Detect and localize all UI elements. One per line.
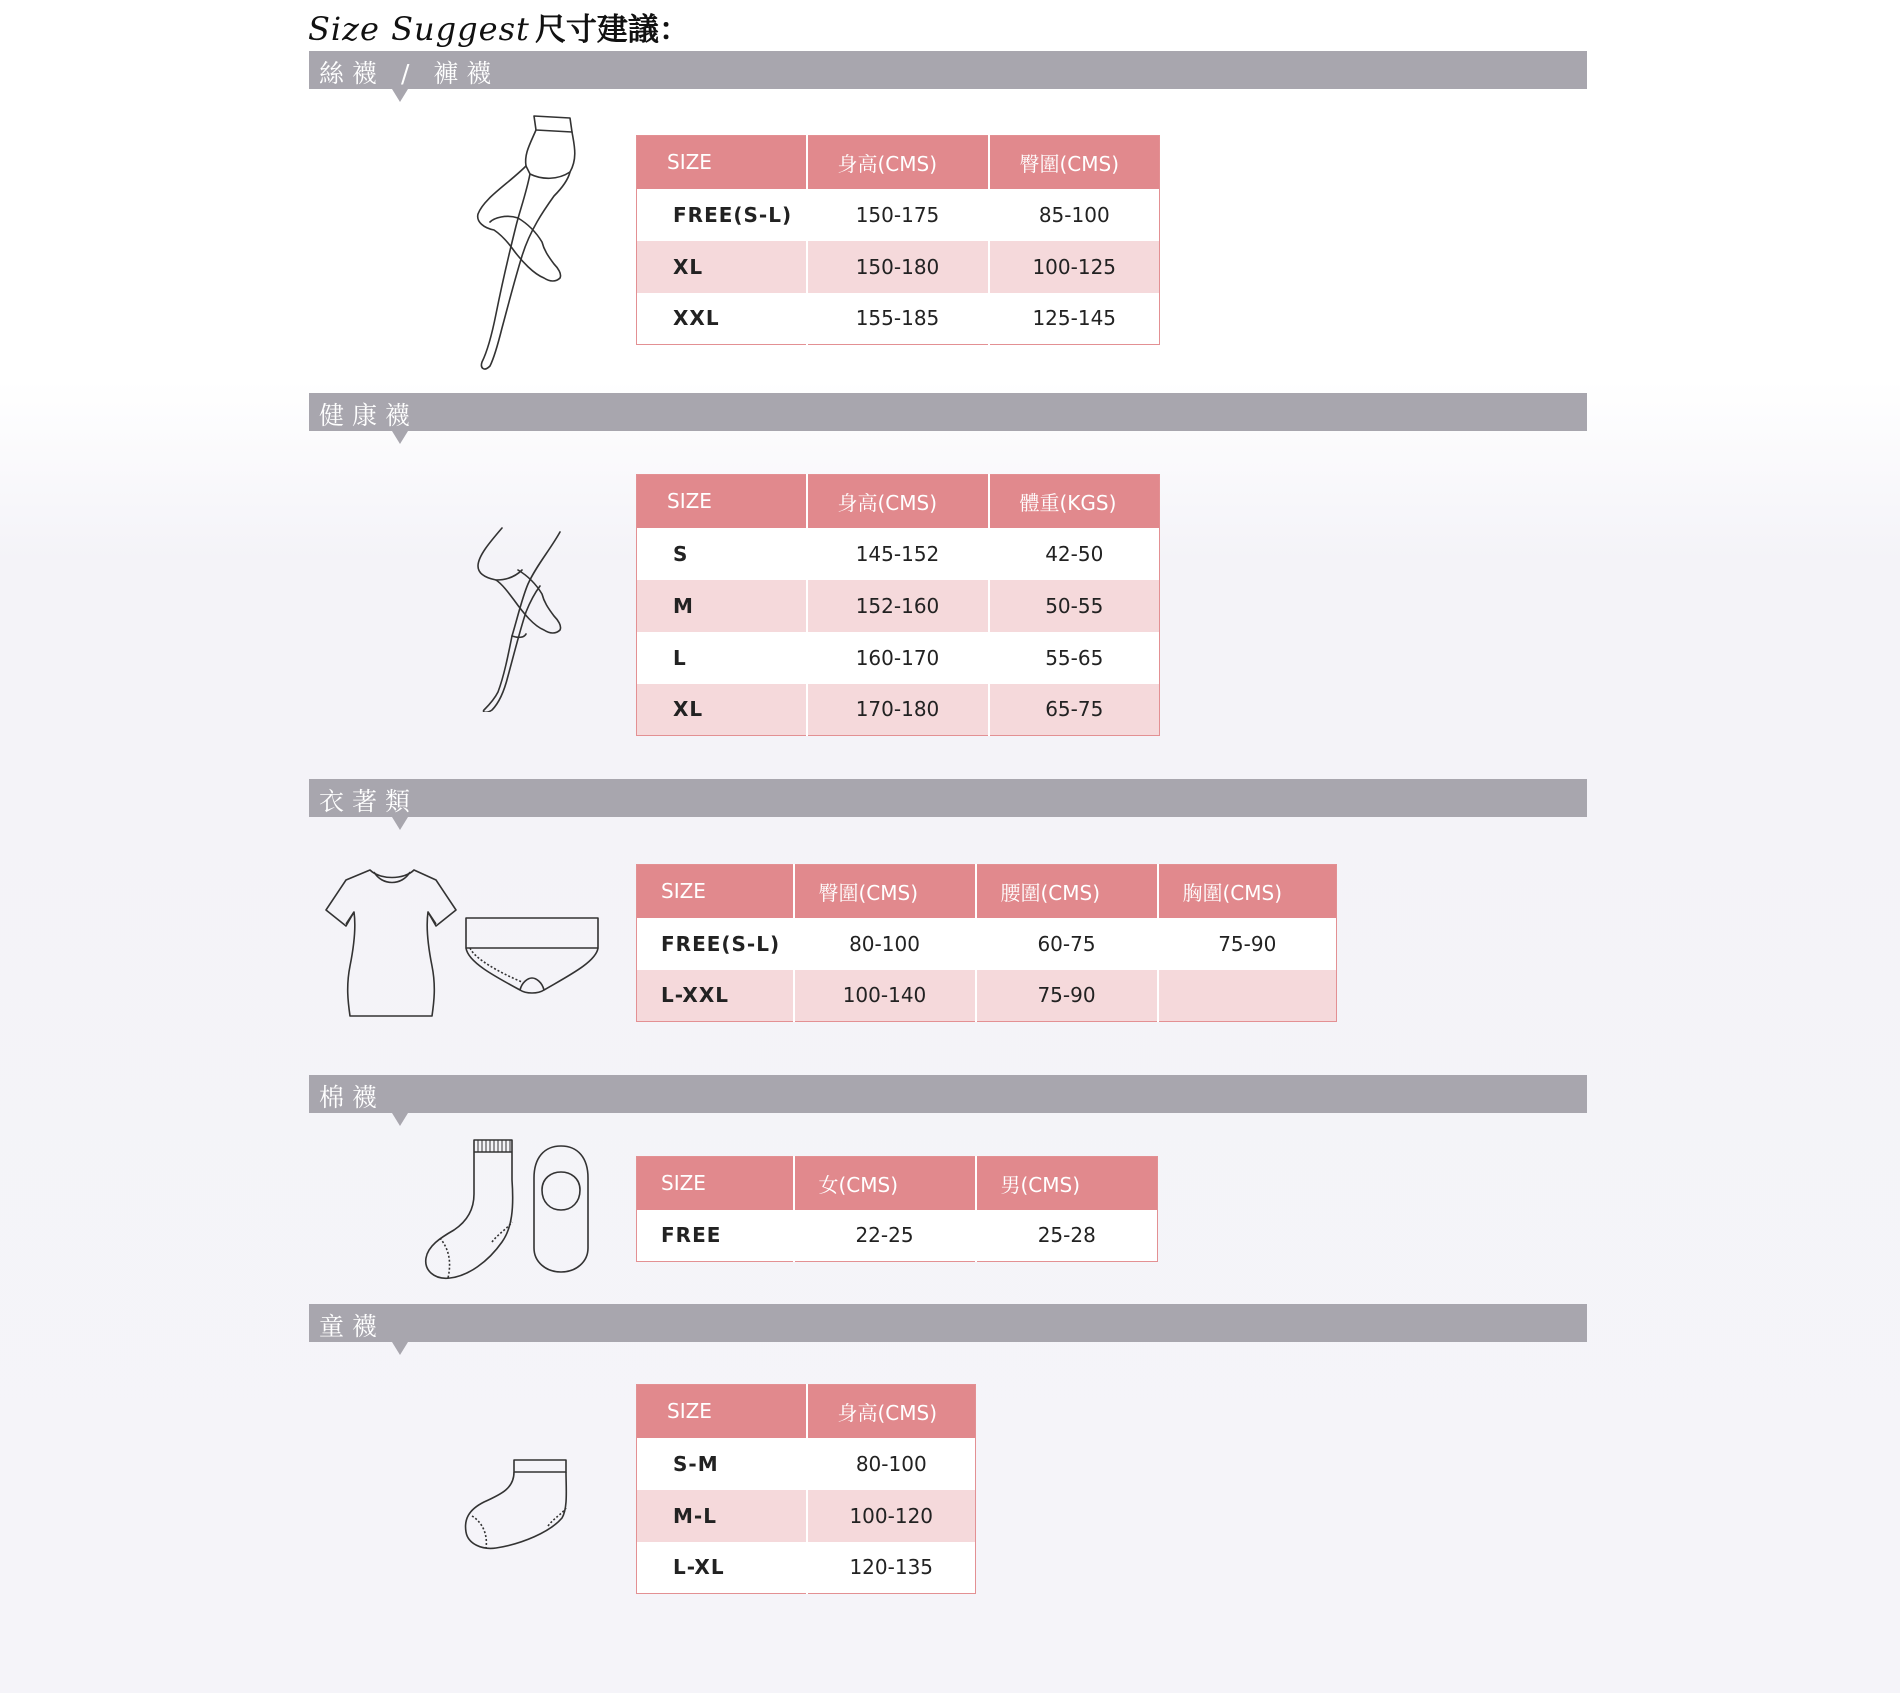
table-row xyxy=(637,1542,976,1594)
cell-size: S-M xyxy=(637,1438,807,1490)
section-pointer xyxy=(392,89,408,102)
cell-height: 152-160 xyxy=(807,580,989,632)
cell-waist: 75-90 xyxy=(976,970,1158,1022)
cell-height: 155-185 xyxy=(807,293,989,345)
table-header-row xyxy=(637,865,1337,918)
table-header-row xyxy=(637,1157,1158,1210)
size-table-apparel xyxy=(636,864,1337,1022)
table-header-row xyxy=(637,136,1160,189)
crew-sock-icon xyxy=(422,1138,522,1280)
table-row xyxy=(637,189,1160,241)
section-bar-pantyhose xyxy=(309,51,1587,89)
cell-size: FREE xyxy=(637,1210,794,1262)
section-pointer xyxy=(392,1113,408,1126)
cell-waist: 60-75 xyxy=(976,918,1158,970)
cell-height: 150-175 xyxy=(807,189,989,241)
title-script: Size Suggest xyxy=(308,10,530,48)
table-header-row xyxy=(637,475,1160,528)
title-cn: 尺寸建議： xyxy=(534,12,690,48)
cell-hip: 100-125 xyxy=(989,241,1160,293)
header-size: SIZE xyxy=(637,1157,794,1210)
table-row xyxy=(637,1438,976,1490)
header-height: 身高(CMS) xyxy=(807,475,989,528)
page-title xyxy=(308,4,690,48)
cell-size: XL xyxy=(637,684,807,736)
table-row xyxy=(637,528,1160,580)
table-row xyxy=(637,632,1160,684)
table-row xyxy=(637,293,1160,345)
section-bar-support-stockings xyxy=(309,393,1587,431)
table-row xyxy=(637,1210,1158,1262)
cell-chest xyxy=(1158,970,1337,1022)
cell-size: FREE(S-L) xyxy=(637,189,807,241)
header-hip: 臀圍(CMS) xyxy=(794,865,976,918)
section-title: 棉襪 xyxy=(319,1083,386,1112)
cell-weight: 65-75 xyxy=(989,684,1160,736)
cell-height: 160-170 xyxy=(807,632,989,684)
table-row xyxy=(637,1490,976,1542)
cell-women: 22-25 xyxy=(794,1210,976,1262)
cell-weight: 42-50 xyxy=(1045,541,1104,566)
header-size: SIZE xyxy=(637,475,807,528)
header-height: 身高(CMS) xyxy=(807,136,989,189)
header-size: SIZE xyxy=(637,136,807,189)
cell-size: L-XXL xyxy=(637,970,794,1022)
cell-size: L xyxy=(637,632,807,684)
cell-size: XL xyxy=(637,241,807,293)
cell-size: M xyxy=(637,580,807,632)
cell-height: 170-180 xyxy=(807,684,989,736)
cell-size: XXL xyxy=(637,293,807,345)
header-weight: 體重(KGS) xyxy=(989,475,1160,528)
support-stockings-icon xyxy=(470,526,590,712)
kids-sock-icon xyxy=(462,1458,572,1552)
cell-size: L-XL xyxy=(637,1542,807,1594)
section-title: 童襪 xyxy=(319,1312,386,1341)
cell-height: 100-120 xyxy=(807,1490,976,1542)
section-pointer xyxy=(392,431,408,444)
table-row xyxy=(637,918,1337,970)
cell-height: 80-100 xyxy=(855,1451,927,1476)
size-table-kids-socks xyxy=(636,1384,976,1594)
cell-height: 150-180 xyxy=(807,241,989,293)
cell-hip: 85-100 xyxy=(1038,202,1110,227)
section-pointer xyxy=(392,1342,408,1355)
size-table-support-stockings xyxy=(636,474,1160,736)
section-bar-kids-socks xyxy=(309,1304,1587,1342)
cell-hip: 100-140 xyxy=(794,970,976,1022)
table-row xyxy=(637,241,1160,293)
tshirt-icon xyxy=(324,866,460,1020)
table-row xyxy=(637,970,1337,1022)
cell-hip: 80-100 xyxy=(794,918,976,970)
cell-men: 25-28 xyxy=(1037,1223,1096,1248)
table-row xyxy=(637,684,1160,736)
header-chest: 胸圍(CMS) xyxy=(1158,865,1337,918)
cell-weight: 50-55 xyxy=(989,580,1160,632)
header-height: 身高(CMS) xyxy=(807,1385,976,1438)
no-show-sock-icon xyxy=(532,1144,590,1274)
section-title: 衣著類 xyxy=(319,787,419,816)
cell-size: M-L xyxy=(637,1490,807,1542)
section-title: 絲襪 / 褲襪 xyxy=(319,59,500,88)
header-waist: 腰圍(CMS) xyxy=(976,865,1158,918)
header-size: SIZE xyxy=(637,865,794,918)
cell-chest: 75-90 xyxy=(1218,931,1277,956)
cell-size: S xyxy=(637,528,807,580)
header-size: SIZE xyxy=(637,1385,807,1438)
section-bar-apparel xyxy=(309,779,1587,817)
pantyhose-icon xyxy=(470,114,590,376)
cell-hip: 125-145 xyxy=(1032,306,1117,331)
section-bar-cotton-socks xyxy=(309,1075,1587,1113)
briefs-icon xyxy=(464,916,600,996)
section-pointer xyxy=(392,817,408,830)
cell-weight: 55-65 xyxy=(1045,645,1104,670)
section-title: 健康襪 xyxy=(319,401,419,430)
table-row xyxy=(637,580,1160,632)
header-hip: 臀圍(CMS) xyxy=(989,136,1160,189)
size-table-cotton-socks xyxy=(636,1156,1158,1262)
table-header-row xyxy=(637,1385,976,1438)
cell-size: FREE(S-L) xyxy=(637,918,794,970)
size-table-pantyhose xyxy=(636,135,1160,345)
header-men: 男(CMS) xyxy=(976,1157,1158,1210)
cell-height: 120-135 xyxy=(849,1555,934,1580)
header-women: 女(CMS) xyxy=(794,1157,976,1210)
cell-height: 145-152 xyxy=(807,528,989,580)
